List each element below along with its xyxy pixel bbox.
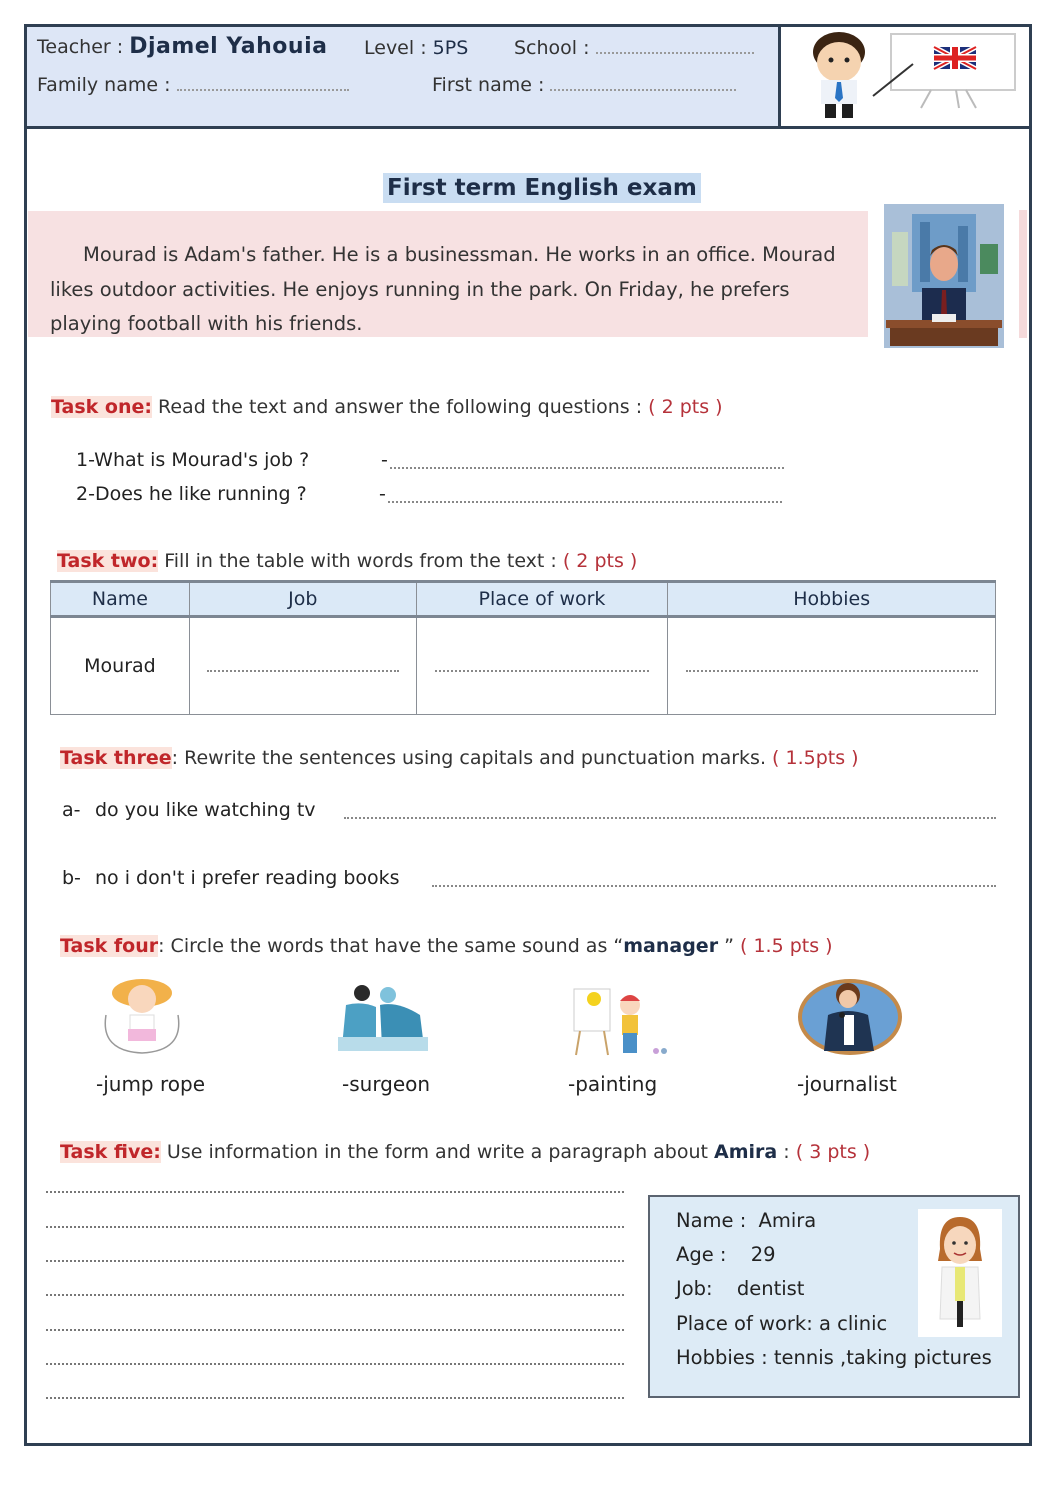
first-name-label: First name :	[432, 74, 545, 96]
jump-rope-girl-icon	[92, 975, 192, 1057]
task-two-instruction: Fill in the table with words from the text :	[164, 550, 557, 572]
answer-2-prefix: -	[379, 483, 386, 505]
paragraph-line-4[interactable]	[46, 1294, 624, 1296]
jump-rope-image	[92, 975, 192, 1057]
column-header-place-of-work: Place of work	[416, 582, 668, 617]
level-label: Level :	[364, 37, 427, 59]
sentence-a: do you like watching tv	[95, 799, 316, 821]
form-hobbies-label: Hobbies :	[676, 1346, 768, 1369]
column-header-job: Job	[189, 582, 416, 617]
word-journalist[interactable]: -journalist	[797, 1072, 897, 1096]
form-age-value: 29	[750, 1243, 776, 1266]
hobbies-answer-line[interactable]	[686, 670, 978, 672]
task-three-points: ( 1.5pts )	[772, 747, 859, 769]
task-four-instruction-end: ”	[718, 935, 734, 957]
dentist-woman-icon	[918, 1209, 1002, 1337]
passage-text: Mourad is Adam's father. He is a businessman. He works in an office. Mourad likes outdoor activities. He enjoys running in the park. On Friday, he prefers playing football with his friends.	[50, 243, 836, 335]
task-three-heading	[60, 747, 859, 769]
form-job-label: Job:	[676, 1277, 713, 1300]
sentence-b-answer-line[interactable]	[432, 884, 996, 887]
task-four-points: ( 1.5 pts )	[740, 935, 833, 957]
question-1: 1-What is Mourad's job ?	[76, 449, 310, 471]
sentence-b-marker: b-	[62, 867, 81, 889]
answer-1-line[interactable]	[390, 466, 784, 469]
paragraph-line-3[interactable]	[46, 1260, 624, 1262]
school-label: School :	[514, 37, 590, 59]
word-surgeon[interactable]: -surgeon	[342, 1072, 431, 1096]
teacher-label: Teacher :	[37, 36, 124, 58]
businessman-office-image	[884, 204, 1004, 348]
form-job-value: dentist	[736, 1277, 805, 1300]
answer-1-prefix: -	[381, 449, 388, 471]
task-four-instruction: : Circle the words that have the same sound as “	[158, 935, 624, 957]
paragraph-line-2[interactable]	[46, 1226, 624, 1228]
girl-painting-icon	[568, 975, 678, 1057]
form-place-label: Place of work:	[676, 1312, 813, 1335]
task-five-label: Task five:	[60, 1141, 161, 1163]
job-answer-line[interactable]	[207, 670, 399, 672]
cell-name: Mourad	[51, 617, 190, 715]
cell-hobbies[interactable]	[668, 617, 996, 715]
table-row	[51, 617, 996, 715]
table-header-row	[51, 582, 996, 617]
teacher-name: Djamel Yahouia	[129, 34, 328, 59]
exam-title: First term English exam	[383, 173, 701, 203]
task-three-instruction: : Rewrite the sentences using capitals and punctuation marks.	[171, 747, 766, 769]
task-two-table	[50, 580, 996, 715]
task-five-heading	[60, 1141, 870, 1163]
column-header-name: Name	[51, 582, 190, 617]
task-one-label: Task one:	[51, 396, 152, 418]
businessman-icon	[884, 204, 1004, 348]
sentence-a-marker: a-	[62, 799, 81, 821]
form-name-label: Name :	[676, 1209, 747, 1232]
form-job-row	[676, 1277, 804, 1300]
journalist-image	[798, 975, 898, 1057]
paragraph-line-6[interactable]	[46, 1363, 624, 1365]
form-age-row	[676, 1243, 776, 1266]
form-hobbies-value: tennis ,taking pictures	[773, 1346, 992, 1369]
paragraph-line-1[interactable]	[46, 1191, 624, 1193]
cell-place-of-work[interactable]	[416, 617, 668, 715]
place-answer-line[interactable]	[435, 670, 649, 672]
task-five-instruction: Use information in the form and write a paragraph about	[166, 1141, 708, 1163]
task-two-heading	[57, 550, 637, 572]
task-three-label: Task three	[60, 747, 172, 769]
amira-info-form	[648, 1195, 1020, 1398]
task-four-keyword: manager	[623, 935, 719, 957]
amira-image	[918, 1209, 1002, 1337]
task-four-heading	[60, 935, 833, 957]
word-painting[interactable]: -painting	[568, 1072, 658, 1096]
sentence-b: no i don't i prefer reading books	[95, 867, 400, 889]
form-name-row	[676, 1209, 816, 1232]
form-place-row	[676, 1312, 887, 1335]
paragraph-line-5[interactable]	[46, 1329, 624, 1331]
sentence-a-answer-line[interactable]	[344, 816, 996, 819]
task-four-label: Task four	[60, 935, 159, 957]
family-name-label: Family name :	[37, 74, 171, 96]
task-one-heading	[51, 396, 723, 418]
form-place-value: a clinic	[819, 1312, 888, 1335]
task-five-points: ( 3 pts )	[795, 1141, 871, 1163]
surgeon-image	[332, 975, 432, 1057]
task-five-subject: Amira	[714, 1141, 778, 1163]
paragraph-line-7[interactable]	[46, 1397, 624, 1399]
form-age-label: Age :	[676, 1243, 727, 1266]
word-jump-rope[interactable]: -jump rope	[96, 1072, 206, 1096]
reading-passage	[28, 211, 868, 337]
surgeons-icon	[332, 975, 432, 1057]
passage-side-strip	[1019, 210, 1027, 338]
task-one-instruction: Read the text and answer the following questions :	[158, 396, 643, 418]
form-name-value: Amira	[758, 1209, 817, 1232]
question-2: 2-Does he like running ?	[76, 483, 307, 505]
cell-job[interactable]	[189, 617, 416, 715]
column-header-hobbies: Hobbies	[668, 582, 996, 617]
task-two-points: ( 2 pts )	[562, 550, 638, 572]
level-value: 5PS	[432, 37, 469, 59]
answer-2-line[interactable]	[388, 500, 782, 503]
task-two-label: Task two:	[57, 550, 159, 572]
task-one-points: ( 2 pts )	[648, 396, 723, 418]
journalist-icon	[798, 975, 908, 1057]
painting-image	[568, 975, 668, 1057]
task-five-colon: :	[783, 1141, 790, 1163]
form-hobbies-row	[676, 1346, 992, 1369]
